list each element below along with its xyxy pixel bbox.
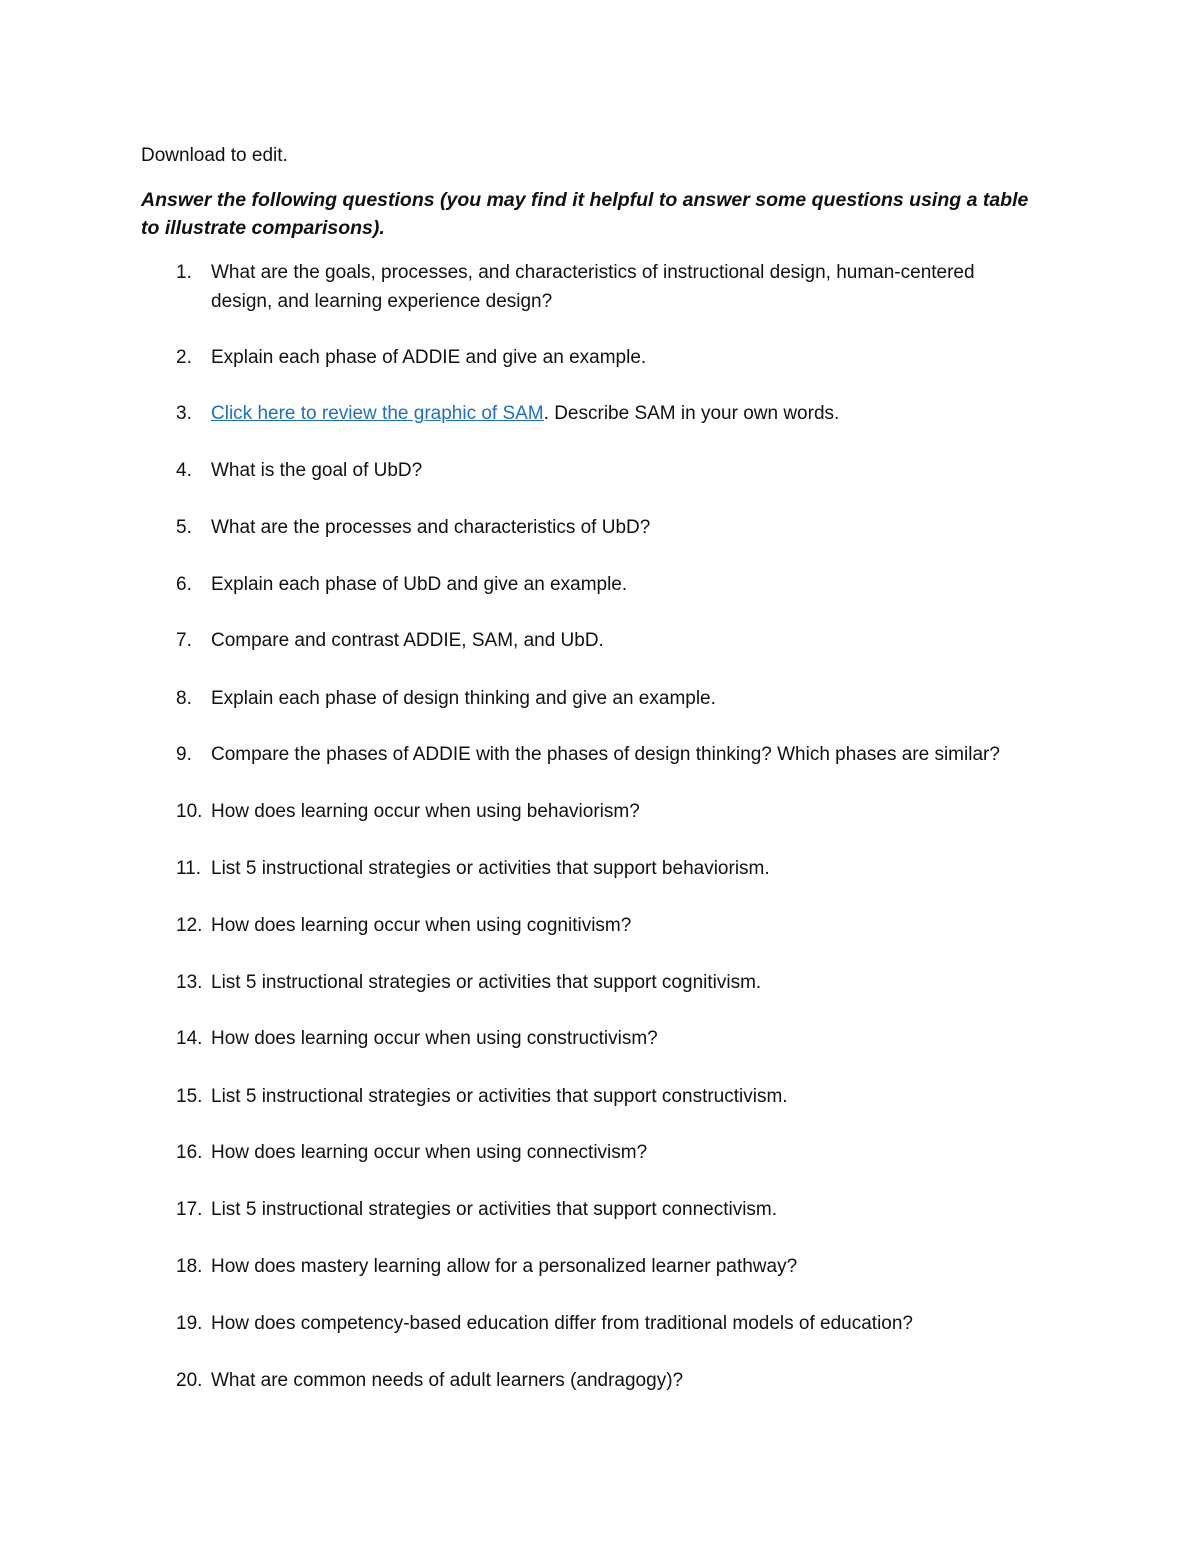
question-text: How does learning occur when using cognitivism? [211,915,632,936]
question-number: 8. [176,688,192,709]
question-number: 12. [176,915,203,936]
download-note: Download to edit. [141,145,288,166]
question-text: What are common needs of adult learners (andragogy)? [211,1370,684,1391]
sam-graphic-link[interactable]: Click here to review the graphic of SAM [211,403,544,424]
question-text: Explain each phase of UbD and give an example. [211,574,628,595]
question-number: 5. [176,517,192,538]
question-text: List 5 instructional strategies or activities that support behaviorism. [211,858,770,879]
question-text: List 5 instructional strategies or activities that support constructivism. [211,1086,788,1107]
question-text: List 5 instructional strategies or activities that support cognitivism. [211,972,762,993]
question-text: Explain each phase of ADDIE and give an example. [211,347,647,368]
question-text: Compare the phases of ADDIE with the phases of design thinking? Which phases are similar? [211,744,1000,765]
question-text-with-link [211,400,1031,429]
instructions-heading: Answer the following questions (you may find it helpful to answer some questions using a table to illustrate comparisons). [141,189,1029,239]
question-number: 9. [176,744,192,765]
question-text: List 5 instructional strategies or activities that support connectivism. [211,1199,778,1220]
question-text: How does mastery learning allow for a personalized learner pathway? [211,1256,798,1277]
question-number: 2. [176,347,192,368]
question-text: . Describe SAM in your own words. [543,403,840,424]
question-text: How does competency-based education differ from traditional models of education? [211,1313,913,1334]
question-number: 4. [176,460,192,481]
question-text: Compare and contrast ADDIE, SAM, and UbD. [211,630,604,651]
question-text: What are the processes and characteristics of UbD? [211,517,651,538]
question-text: How does learning occur when using behaviorism? [211,801,640,822]
question-number: 3. [176,403,192,424]
question-number: 18. [176,1256,203,1277]
question-number: 7. [176,630,192,651]
question-number: 17. [176,1199,203,1220]
question-text: How does learning occur when using connectivism? [211,1142,648,1163]
question-text: Explain each phase of design thinking and give an example. [211,688,716,709]
question-text: What is the goal of UbD? [211,460,423,481]
question-text: How does learning occur when using constructivism? [211,1028,658,1049]
question-number: 10. [176,801,203,822]
question-number: 19. [176,1313,203,1334]
question-number: 6. [176,574,192,595]
question-number: 1. [176,262,192,283]
question-number: 16. [176,1142,203,1163]
question-number: 15. [176,1086,203,1107]
question-number: 11. [176,858,202,879]
question-text: What are the goals, processes, and characteristics of instructional design, human-centered design, and learning experience design? [211,262,975,312]
question-number: 20. [176,1370,203,1391]
question-number: 14. [176,1028,203,1049]
question-number: 13. [176,972,203,993]
